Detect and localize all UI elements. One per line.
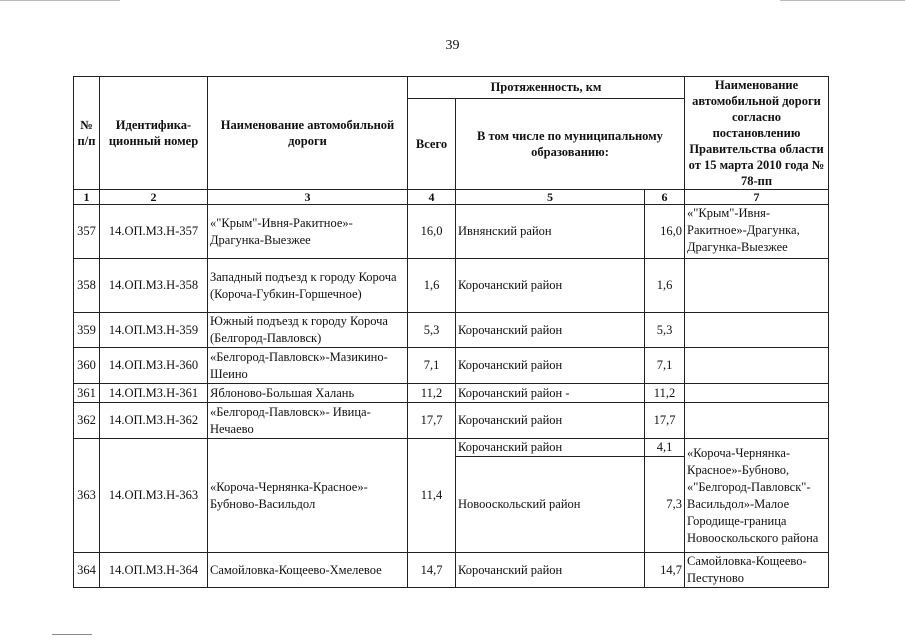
district-length: 5,3 [645,313,685,348]
district-length: 1,6 [645,259,685,313]
decree-name [685,348,829,384]
decree-name [685,403,829,439]
table-row [74,403,829,439]
scan-edge-right [780,0,905,1]
col-number: 4 [408,190,456,205]
col-number: 3 [208,190,408,205]
table-row [74,553,829,588]
table-row [74,384,829,403]
decree-name: «Короча-Чернянка-Красное»-Бубново, «"Белгород-Павловск"-Васильдол»-Малое Городище-граница Новооскольского района [685,439,829,553]
row-number: 358 [74,259,100,313]
road-name: «Короча-Чернянка-Красное»-Бубново-Васильдол [208,439,408,553]
table-row [74,259,829,313]
row-number: 359 [74,313,100,348]
road-name: Яблоново-Большая Халань [208,384,408,403]
row-number: 362 [74,403,100,439]
district: Корочанский район [456,313,645,348]
district-length: 14,7 [645,553,685,588]
decree-name [685,313,829,348]
decree-name [685,259,829,313]
district-length: 17,7 [645,403,685,439]
road-name: Западный подъезд к городу Короча (Короча-Губкин-Горшечное) [208,259,408,313]
length-total: 16,0 [408,205,456,259]
district-length: 16,0 [645,205,685,259]
road-name: «Белгород-Павловск»- Ивица-Нечаево [208,403,408,439]
length-total: 17,7 [408,403,456,439]
road-id: 14.ОП.МЗ.Н-362 [100,403,208,439]
length-total: 14,7 [408,553,456,588]
district-length: 11,2 [645,384,685,403]
header-col-no: № п/п [74,77,100,190]
road-name: «"Крым"-Ивня-Ракитное»-Драгунка-Выезжее [208,205,408,259]
footnote-rule [52,634,92,635]
length-total: 11,2 [408,384,456,403]
district: Новооскольский район [456,457,645,553]
district: Корочанский район [456,259,645,313]
district: Корочанский район [456,348,645,384]
district-length: 7,1 [645,348,685,384]
row-number: 364 [74,553,100,588]
row-number: 361 [74,384,100,403]
table-row [74,348,829,384]
col-number: 5 [456,190,645,205]
length-total: 11,4 [408,439,456,553]
length-total: 1,6 [408,259,456,313]
table-row [74,439,829,457]
col-number: 1 [74,190,100,205]
header-col-name: Наименование автомобильной дороги [208,77,408,190]
column-numbers-row [74,190,829,205]
row-number: 360 [74,348,100,384]
header-col-length: Протяженность, км [408,77,685,99]
page-number: 39 [445,38,460,53]
district-length: 7,3 [645,457,685,553]
road-id: 14.ОП.МЗ.Н-360 [100,348,208,384]
length-total: 7,1 [408,348,456,384]
road-id: 14.ОП.МЗ.Н-363 [100,439,208,553]
col-number: 6 [645,190,685,205]
road-id: 14.ОП.МЗ.Н-364 [100,553,208,588]
header-col-id: Идентифика-ционный номер [100,77,208,190]
roads-table [73,76,829,588]
row-number: 357 [74,205,100,259]
decree-name: «"Крым"-Ивня-Ракитное»-Драгунка, Драгунка-Выезжее [685,205,829,259]
table-row [74,313,829,348]
header-col-total: Всего [408,98,456,189]
col-number: 2 [100,190,208,205]
decree-name [685,384,829,403]
header-col-incl: В том числе по муниципальному образованию: [456,98,685,189]
road-id: 14.ОП.МЗ.Н-357 [100,205,208,259]
road-id: 14.ОП.МЗ.Н-358 [100,259,208,313]
road-name: Южный подъезд к городу Короча (Белгород-Павловск) [208,313,408,348]
road-id: 14.ОП.МЗ.Н-361 [100,384,208,403]
district: Ивнянский район [456,205,645,259]
district: Корочанский район [456,439,645,457]
length-total: 5,3 [408,313,456,348]
road-id: 14.ОП.МЗ.Н-359 [100,313,208,348]
header-col-decree: Наименование автомобильной дороги согласно постановлению Правительства области от 15 марта 2010 года № 78-пп [685,77,829,190]
col-number: 7 [685,190,829,205]
district: Корочанский район [456,553,645,588]
table-row [74,205,829,259]
road-name: Самойловка-Кощеево-Хмелевое [208,553,408,588]
road-name: «Белгород-Павловск»-Мазикино-Шеино [208,348,408,384]
header-row-top [74,77,829,99]
decree-name: Самойловка-Кощеево-Пестуново [685,553,829,588]
scan-edge-left [0,0,120,1]
row-number: 363 [74,439,100,553]
district: Корочанский район [456,403,645,439]
district-length: 4,1 [645,439,685,457]
district: Корочанский район - [456,384,645,403]
